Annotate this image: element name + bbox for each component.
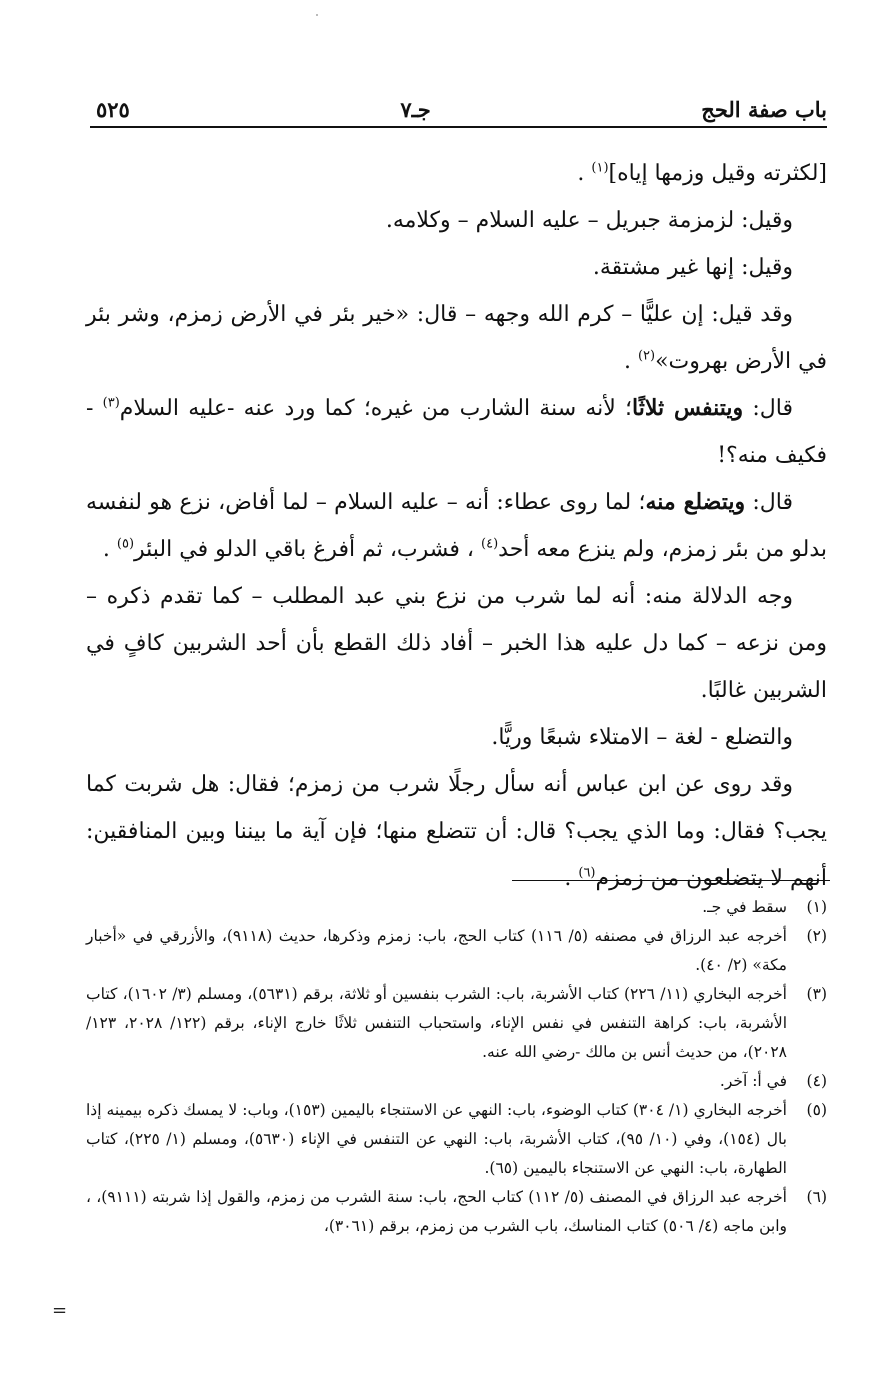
paragraph-1: [لكثرته وقيل وزمها إياه]$^{(١)}$ . [577, 160, 827, 186]
volume-label: جـ٧ [400, 97, 431, 122]
footnote-ref-1: (١) [591, 160, 609, 176]
matn-quote: ويتنفس ثلاثًا [632, 395, 744, 421]
footnotes [86, 893, 827, 1241]
paragraph-2: وقيل: لزمزمة جبريل – عليه السلام – وكلامه. [385, 208, 793, 233]
paragraph-8: والتضلع - لغة – الامتلاء شبعًا وريًّا. [491, 725, 793, 750]
paragraph-3: وقيل: إنها غير مشتقة. [592, 255, 793, 280]
footnote-ref-4: (٤) [481, 536, 499, 552]
footnote-ref-2: (٢) [637, 348, 656, 364]
footnote-6: (٦) أخرجه عبد الرزاق في المصنف (٥/ ١١٢) كتاب الحج، باب: سنة الشرب من زمزم، والقول إذا شربته (٩١١١)، ، وابن ماجه (٤/ ٥٠٦) كتاب المناسك، باب الشرب من زمزم، برقم (٣٠٦١)، [86, 1188, 827, 1235]
page-number: ٥٢٥ [96, 97, 130, 122]
footnote-separator [512, 880, 830, 881]
header-rule [90, 126, 827, 128]
footnote-2: (٢) أخرجه عبد الرزاق في مصنفه (٥/ ١١٦) كتاب الحج، باب: زمزم وذكرها، حديث (٩١١٨)، والأزرقي في «أخبار مكة» (٢/ ٤٠). [86, 927, 827, 974]
footnote-ref-3: (٣) [102, 395, 120, 411]
paragraph-5: قال: ويتنفس ثلاثًا؛ لأنه سنة الشارب من غيره؛ كما ورد عنه -عليه السلام$^{(٣)}$ - فكيف منه؟! [86, 395, 827, 468]
chapter-title: باب صفة الحج [701, 97, 827, 122]
footnote-3: (٣) أخرجه البخاري (١١/ ٢٢٦) كتاب الأشربة، باب: الشرب بنفسين أو ثلاثة، برقم (٥٦٣١)، ومسلم (٣/ ١٦٠٢)، كتاب الأشربة، باب: كراهة التنفس في نفس الإناء، واستحباب التنفس ثلاثًا خارج الإناء، برقم (١٢٢/ ٢٠٢٨، ١٢٣/ ٢٠٢٨)، من حديث أنس بن مالك -رضي الله عنه. [86, 985, 827, 1061]
main-text [86, 150, 827, 902]
scan-speck [316, 14, 318, 16]
continuation-mark: = [52, 1300, 68, 1321]
footnote-4: (٤) في أ: آخر. [719, 1072, 827, 1090]
paragraph-9: وقد روى عن ابن عباس أنه سأل رجلًا شرب من زمزم؛ فقال: هل شربت كما يجب؟ فقال: وما الذي يجب؟ قال: أن تتضلع منها؛ فإن آية ما بيننا وبين المنافقين: أنهم لا يتضلعون من زمزم$^{(٦)}$ . [86, 772, 827, 891]
footnote-5: (٥) أخرجه البخاري (١/ ٣٠٤) كتاب الوضوء، باب: النهي عن الاستنجاء باليمين (١٥٣)، وباب: لا يمسك ذكره بيمينه إذا بال (١٥٤)، وفي (١٠/ ٩٥)، كتاب الأشربة، باب: النهي عن التنفس في الإناء (٥٦٣٠)، ومسلم (١/ ٢٢٥)، كتاب الطهارة، باب: النهي عن الاستنجاء باليمين (٦٥). [86, 1101, 827, 1177]
paragraph-7: وجه الدلالة منه: أنه لما شرب من نزع بني عبد المطلب – كما تقدم ذكره – ومن نزعه – كما دل عليه هذا الخبر – أفاد ذلك القطع بأن أحد الشربين كافٍ في الشربين غالبًا. [86, 584, 827, 703]
paragraph-4: وقد قيل: إن عليًّا – كرم الله وجهه – قال: «خير بئر في الأرض زمزم، وشر بئر في الأرض بهروت»$^{(٢)}$ . [86, 302, 827, 374]
footnote-1: (١) سقط في جـ. [702, 898, 827, 916]
matn-quote: ويتضلع منه [645, 489, 746, 515]
running-header [96, 88, 827, 122]
footnote-ref-5: (٥) [116, 536, 135, 552]
paragraph-6: قال: ويتضلع منه؛ لما روى عطاء: أنه – عليه السلام – لما أفاض، نزع هو لنفسه بدلو من بئر زمزم، ولم ينزع معه أحد$^{(٤)}$ ، فشرب، ثم أفرغ باقي الدلو في البئر$^{(٥)}$ . [86, 489, 827, 562]
footnote-ref-6: (٦) [578, 865, 596, 881]
